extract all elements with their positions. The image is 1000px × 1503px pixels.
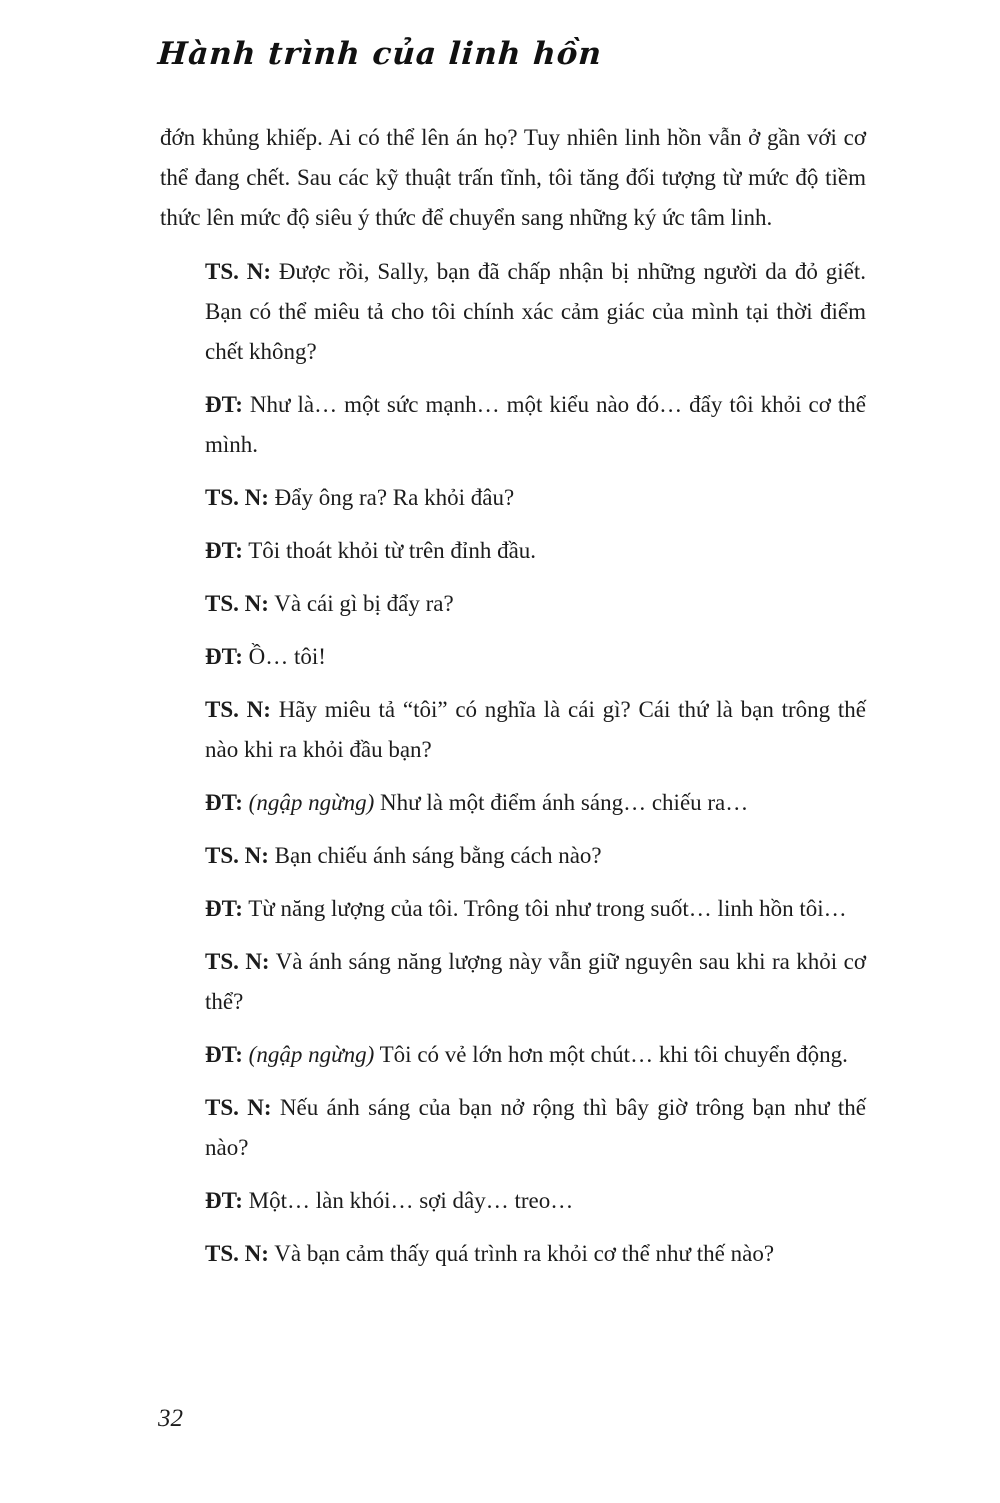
dialogue-line <box>205 637 866 677</box>
dialogue-line <box>205 836 866 876</box>
speaker-label: TS. N: <box>205 843 269 868</box>
dialogue-text: Ồ… tôi! <box>248 644 326 669</box>
dialogue-text: Một… làn khói… sợi dây… treo… <box>248 1188 574 1213</box>
speaker-label: ĐT: <box>205 538 243 563</box>
dialogue-text: Và ánh sáng năng lượng này vẫn giữ nguyên sau khi ra khỏi cơ thể? <box>205 949 866 1014</box>
stage-direction: (ngập ngừng) <box>248 790 375 815</box>
dialogue-line <box>205 1035 866 1075</box>
dialogue-line <box>205 942 866 1022</box>
dialogue-text: Tôi thoát khỏi từ trên đỉnh đầu. <box>248 538 537 563</box>
page-content <box>160 118 866 1287</box>
speaker-label: TS. N: <box>205 949 270 974</box>
speaker-label: ĐT: <box>205 1042 243 1067</box>
dialogue-section <box>160 252 866 1274</box>
dialogue-text: Được rồi, Sally, bạn đã chấp nhận bị những người da đỏ giết. Bạn có thể miêu tả cho tôi chính xác cảm giác của mình tại thời điểm chết không? <box>205 259 866 364</box>
page-number: 32 <box>158 1405 183 1432</box>
dialogue-line <box>205 690 866 770</box>
dialogue-line <box>205 584 866 624</box>
stage-direction: (ngập ngừng) <box>248 1042 375 1067</box>
dialogue-line <box>205 385 866 465</box>
intro-paragraph: đớn khủng khiếp. Ai có thể lên án họ? Tuy nhiên linh hồn vẫn ở gần với cơ thể đang chết. Sau các kỹ thuật trấn tĩnh, tôi tăng đối tượng từ mức độ tiềm thức lên mức độ siêu ý thức để chuyển sang những ký ức tâm linh. <box>160 125 866 230</box>
dialogue-text: Như là một điểm ánh sáng… chiếu ra… <box>380 790 749 815</box>
dialogue-line <box>205 1088 866 1168</box>
speaker-label: TS. N: <box>205 1241 269 1266</box>
dialogue-text: Và cái gì bị đẩy ra? <box>274 591 454 616</box>
speaker-label: ĐT: <box>205 644 243 669</box>
dialogue-text: Và bạn cảm thấy quá trình ra khỏi cơ thể như thế nào? <box>274 1241 775 1266</box>
running-head-title: Hành trình của linh hồn <box>156 36 604 72</box>
dialogue-line <box>205 889 866 929</box>
speaker-label: ĐT: <box>205 392 243 417</box>
speaker-label: ĐT: <box>205 1188 243 1213</box>
dialogue-text: Bạn chiếu ánh sáng bằng cách nào? <box>274 843 602 868</box>
speaker-label: TS. N: <box>205 1095 272 1120</box>
dialogue-text: Hãy miêu tả “tôi” có nghĩa là cái gì? Cái thứ là bạn trông thế nào khi ra khỏi đầu bạn? <box>205 697 867 762</box>
speaker-label: TS. N: <box>205 591 269 616</box>
dialogue-line <box>205 478 866 518</box>
dialogue-text: Nếu ánh sáng của bạn nở rộng thì bây giờ trông bạn như thế nào? <box>205 1095 867 1160</box>
speaker-label: TS. N: <box>205 697 271 722</box>
dialogue-text: Tôi có vẻ lớn hơn một chút… khi tôi chuyển động. <box>379 1042 848 1067</box>
dialogue-text: Như là… một sức mạnh… một kiểu nào đó… đẩy tôi khỏi cơ thể mình. <box>205 392 866 457</box>
speaker-label: TS. N: <box>205 485 269 510</box>
dialogue-line <box>205 1234 866 1274</box>
dialogue-text: Từ năng lượng của tôi. Trông tôi như trong suốt… linh hồn tôi… <box>248 896 847 921</box>
speaker-label: ĐT: <box>205 790 243 815</box>
dialogue-line <box>205 1181 866 1221</box>
speaker-label: ĐT: <box>205 896 243 921</box>
dialogue-text: Đẩy ông ra? Ra khỏi đâu? <box>274 485 515 510</box>
dialogue-line <box>205 783 866 823</box>
speaker-label: TS. N: <box>205 259 272 284</box>
dialogue-line <box>205 531 866 571</box>
dialogue-line <box>205 252 866 372</box>
